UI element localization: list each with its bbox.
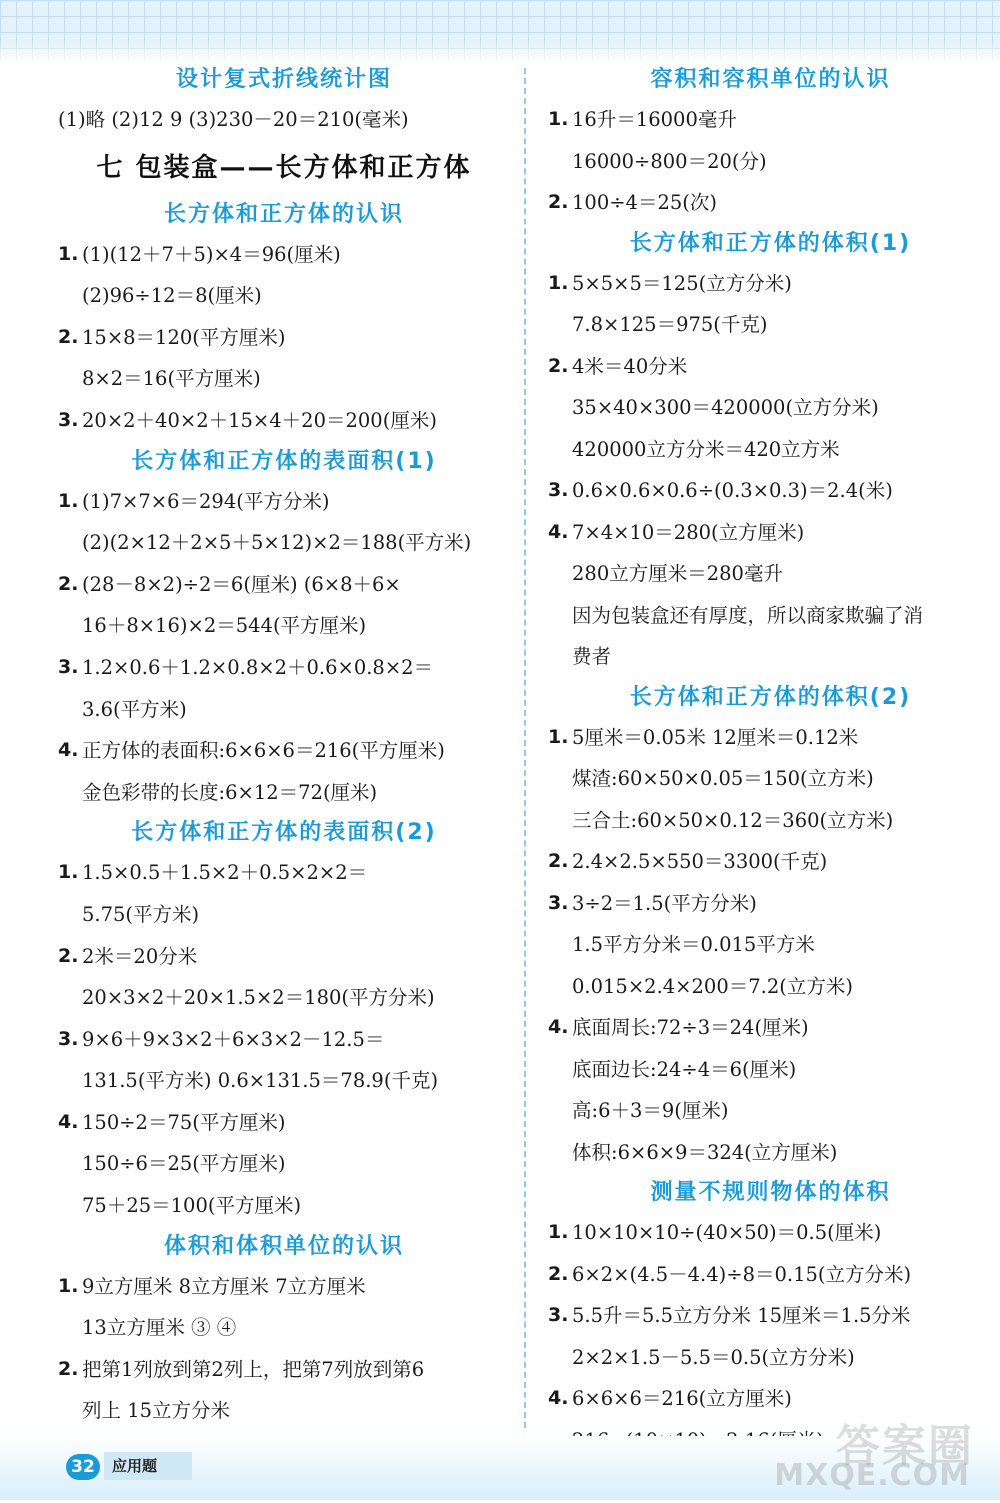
answer-line: [548, 595, 993, 637]
section-title: 长方体和正方体的表面积(2): [131, 820, 437, 846]
section-title: 长方体和正方体的体积(1): [629, 230, 912, 256]
answer-line: [548, 1254, 993, 1296]
answer-text: 体积:6×6×9＝324(立方厘米): [572, 1140, 838, 1164]
watermark-url: MXQE.COM: [774, 1458, 970, 1493]
answer-text: 列上 15立方分米: [82, 1399, 231, 1423]
answer-text: 煤渣:60×50×0.05＝150(立方米): [572, 767, 874, 790]
answer-line: [548, 1132, 993, 1174]
answer-text: 3.6(平方米): [82, 697, 187, 721]
section-title: 测量不规则物体的体积: [650, 1180, 891, 1205]
answer-line: [548, 512, 993, 554]
section-title: 长方体和正方体的认识: [163, 201, 404, 227]
answer-text: 2米＝20分米: [82, 944, 198, 968]
question-number: 2.: [548, 1262, 569, 1285]
answer-text: (1)略 (2)12 9 (3)230－20＝210(毫米): [58, 108, 409, 131]
answer-text: 1.2×0.6＋1.2×0.8×2＋0.6×0.8×2＝: [82, 655, 434, 679]
answer-text: (1)7×7×6＝294(平方分米): [82, 489, 330, 513]
question-number: 4.: [548, 1016, 569, 1038]
question-number: 4.: [58, 1110, 79, 1133]
answer-text: 6×2×(4.5－4.4)÷8＝0.15(立方分米): [572, 1262, 912, 1286]
answer-line: [58, 275, 510, 317]
answer-text: 5.75(平方米): [82, 902, 200, 926]
question-number: 4.: [548, 1387, 569, 1409]
answer-text: 13立方厘米 ③ ④: [82, 1316, 237, 1340]
left-column: [58, 60, 510, 1432]
answer-line: [58, 522, 510, 564]
answer-line: [548, 1049, 993, 1091]
answer-line: [548, 841, 993, 883]
answer-text: 1.5平方分米＝0.015平方米: [572, 933, 815, 956]
answer-text: 底面周长:72÷3＝24(厘米): [572, 1016, 809, 1039]
answer-line: [58, 1266, 510, 1308]
question-number: 2.: [58, 1357, 79, 1380]
answer-text: 8×2＝16(平方厘米): [82, 367, 261, 391]
question-number: 2.: [548, 354, 569, 377]
question-number: 1.: [58, 489, 79, 512]
question-number: 3.: [58, 655, 79, 678]
answer-text: 正方体的表面积:6×6×6＝216(平方厘米): [82, 739, 445, 763]
answer-line: [58, 317, 510, 359]
section-title: 容积和容积单位的认识: [650, 67, 891, 92]
answer-line: [548, 429, 993, 471]
answer-text: 9立方厘米 8立方厘米 7立方厘米: [82, 1274, 366, 1298]
question-number: 1.: [548, 108, 569, 130]
question-number: 4.: [548, 520, 569, 543]
answer-line: [58, 1019, 510, 1061]
answer-text: 16升＝16000毫升: [572, 108, 737, 131]
section-title: 体积和体积单位的认识: [163, 1233, 404, 1259]
question-number: 3.: [548, 479, 569, 501]
answer-text: (2)96÷12＝8(厘米): [82, 284, 262, 308]
answer-line: [548, 1090, 993, 1132]
question-number: 1.: [548, 271, 569, 294]
answer-text: 三合土:60×50×0.12＝360(立方米): [572, 808, 894, 832]
answer-text: 0.6×0.6×0.6÷(0.3×0.3)＝2.4(米): [572, 479, 893, 502]
answer-line: [58, 1185, 510, 1227]
answer-text: 20×3×2＋20×1.5×2＝180(平方分米): [82, 986, 435, 1010]
right-column: [548, 60, 993, 1503]
answer-line: [548, 141, 993, 183]
answer-text: 7.8×125＝975(千克): [572, 313, 768, 336]
answer-text: 16000÷800＝20(分): [572, 149, 767, 173]
answer-text: 2.4×2.5×550＝3300(千克): [572, 850, 828, 873]
answer-line: [58, 894, 510, 936]
answer-text: 把第1列放到第2列上，把第7列放到第6: [82, 1357, 425, 1381]
answer-text: 因为包装盒还有厚度，所以商家欺骗了消: [572, 603, 924, 627]
answer-text: 5.5升＝5.5立方分米 15厘米＝1.5分米: [572, 1304, 911, 1327]
answer-line: [548, 1337, 993, 1379]
answer-line: [58, 852, 510, 894]
question-number: 2.: [58, 944, 79, 967]
question-number: 3.: [58, 408, 79, 431]
answer-line: [58, 1390, 510, 1432]
answer-text: 35×40×300＝420000(立方分米): [572, 396, 879, 419]
answer-text: 150÷6＝25(平方厘米): [82, 1152, 286, 1176]
answer-text: 20×2＋40×2＋15×4＋20＝200(厘米): [82, 408, 437, 432]
page-section-label: 应用题: [104, 1452, 192, 1480]
answer-line: [548, 553, 993, 595]
answer-line: [548, 758, 993, 800]
answer-text: 3÷2＝1.5(平方分米): [572, 891, 757, 915]
question-number: 1.: [548, 725, 569, 748]
answer-text: 420000立方分米＝420立方米: [572, 437, 840, 461]
answer-text: 131.5(平方米) 0.6×131.5＝78.9(千克): [82, 1069, 439, 1093]
answer-line: [58, 730, 510, 772]
question-number: 2.: [58, 572, 79, 595]
question-number: 2.: [58, 325, 79, 348]
column-divider: [524, 68, 526, 1428]
answer-line: [548, 387, 993, 429]
answer-line: [58, 689, 510, 731]
question-number: 1.: [58, 242, 79, 265]
answer-line: [58, 1349, 510, 1391]
answer-text: (2)(2×12＋2×5＋5×12)×2＝188(平方米): [82, 531, 472, 555]
answer-line: [58, 1060, 510, 1102]
answer-line: [58, 1102, 510, 1144]
answer-text: 高:6＋3＝9(厘米): [572, 1099, 729, 1122]
answer-text: 100÷4＝25(次): [572, 191, 717, 214]
answer-text: 底面边长:24÷4＝6(厘米): [572, 1057, 797, 1081]
answer-line: [58, 605, 510, 647]
question-number: 4.: [58, 739, 79, 762]
answer-line: [548, 182, 993, 224]
watermark-logo: 答案圈: [836, 1421, 974, 1472]
answer-text: 75＋25＝100(平方厘米): [82, 1194, 302, 1218]
answer-line: [548, 346, 993, 388]
answer-line: [548, 924, 993, 966]
answer-line: [58, 647, 510, 689]
question-number: 3.: [548, 1304, 569, 1326]
answer-text: 1.5×0.5＋1.5×2＋0.5×2×2＝: [82, 861, 368, 885]
answer-line: [58, 936, 510, 978]
answer-line: [548, 717, 993, 759]
answer-line: [548, 99, 993, 141]
answer-line: [548, 883, 993, 925]
question-number: 3.: [548, 891, 569, 914]
answer-text: (28－8×2)÷2＝6(厘米) (6×8＋6×: [82, 572, 401, 596]
answer-text: 16＋8×16)×2＝544(平方厘米): [82, 614, 367, 638]
answer-text: 2×2×1.5－5.5＝0.5(立方分米): [572, 1345, 855, 1369]
answer-text: 金色彩带的长度:6×12＝72(厘米): [82, 780, 378, 804]
answer-line: [548, 263, 993, 305]
answer-line: [58, 99, 510, 141]
answer-line: [548, 1007, 993, 1049]
section-title: 长方体和正方体的体积(2): [629, 684, 912, 710]
answer-text: 4米＝40分米: [572, 354, 688, 378]
question-number: 3.: [58, 1027, 79, 1050]
answer-line: [548, 470, 993, 512]
answer-line: [548, 1295, 993, 1337]
answer-line: [548, 1212, 993, 1254]
page-number: 32: [66, 1454, 100, 1480]
answer-line: [58, 1307, 510, 1349]
answer-line: [58, 358, 510, 400]
answer-text: 150÷2＝75(平方厘米): [82, 1110, 286, 1134]
question-number: 1.: [548, 1221, 569, 1243]
answer-line: [548, 636, 993, 678]
answer-text: 7×4×10＝280(立方厘米): [572, 520, 805, 544]
section-title: 长方体和正方体的表面积(1): [131, 448, 437, 474]
answer-text: 5厘米＝0.05米 12厘米＝0.12米: [572, 725, 859, 749]
answer-line: [58, 481, 510, 523]
answer-text: 280立方厘米＝280毫升: [572, 562, 783, 585]
answer-text: 6×6×6＝216(立方厘米): [572, 1387, 792, 1410]
answer-text: 费者: [572, 645, 612, 668]
answer-line: [58, 1143, 510, 1185]
question-number: 1.: [58, 861, 79, 884]
question-number: 2.: [548, 191, 569, 213]
answer-text: 5×5×5＝125(立方分米): [572, 271, 792, 295]
answer-line: [548, 304, 993, 346]
answer-text: (1)(12＋7＋5)×4＝96(厘米): [82, 242, 341, 266]
answer-text: 10×10×10÷(40×50)＝0.5(厘米): [572, 1221, 882, 1244]
answer-line: [548, 800, 993, 842]
question-number: 1.: [58, 1274, 79, 1297]
answer-text: 15×8＝120(平方厘米): [82, 325, 286, 349]
answer-line: [58, 234, 510, 276]
section-title: 设计复式折线统计图: [175, 67, 392, 92]
answer-line: [58, 564, 510, 606]
answer-line: [548, 966, 993, 1008]
answer-line: [58, 772, 510, 814]
chapter-title: 七 包装盒——长方体和正方体: [96, 152, 472, 183]
answer-line: [58, 400, 510, 442]
answer-line: [58, 977, 510, 1019]
answer-text: 0.015×2.4×200＝7.2(立方米): [572, 974, 853, 998]
question-number: 2.: [548, 850, 569, 872]
answer-text: 9×6＋9×3×2＋6×3×2－12.5＝: [82, 1027, 385, 1051]
